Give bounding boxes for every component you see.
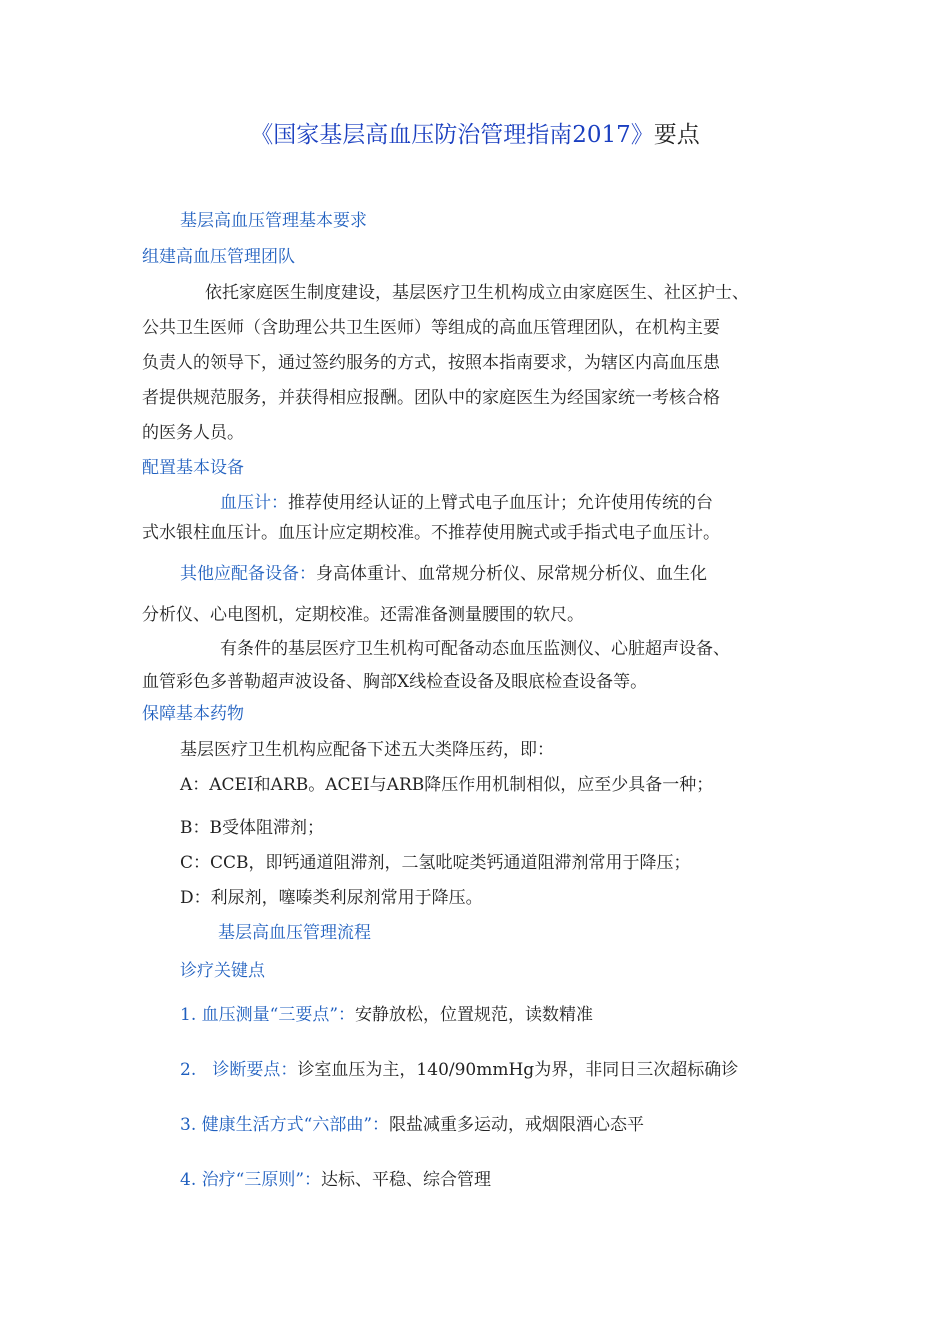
key-point-text: 限盐减重多运动，戒烟限酒心态平	[389, 1115, 645, 1135]
drug-class-item: C：CCB，即钙通道阻滞剂，二氢吡啶类钙通道阻滞剂常用于降压；	[180, 853, 691, 873]
optional-equipment-text-cont: 血管彩色多普勒超声波设备、胸部X线检查设备及眼底检查设备等。	[142, 672, 648, 692]
optional-equipment-text: 有条件的基层医疗卫生机构可配备动态血压监测仪、心脏超声设备、	[220, 639, 730, 659]
team-para-line: 公共卫生医师（含助理公共卫生医师）等组成的高血压管理团队，在机构主要	[142, 318, 720, 338]
subheading-drugs: 保障基本药物	[142, 704, 244, 724]
other-equipment-line	[180, 562, 707, 586]
other-equipment-label: 其他应配备设备：	[180, 564, 316, 584]
bp-monitor-text: 推荐使用经认证的上臂式电子血压计；允许使用传统的台	[288, 493, 713, 513]
key-point-item	[180, 1168, 491, 1192]
drug-class-item: B：B受体阻滞剂；	[180, 818, 324, 838]
drugs-intro: 基层医疗卫生机构应配备下述五大类降压药，即：	[180, 740, 554, 760]
key-point-text: 达标、平稳、综合管理	[321, 1170, 492, 1190]
title-tail: 要点	[653, 122, 700, 148]
key-point-item	[180, 1113, 644, 1137]
team-para-line: 依托家庭医生制度建设，基层医疗卫生机构成立由家庭医生、社区护士、	[205, 283, 749, 303]
key-point-label: 3. 健康生活方式“六部曲”：	[180, 1115, 390, 1135]
key-point-item	[180, 1003, 593, 1027]
team-para-line: 负责人的领导下，通过签约服务的方式，按照本指南要求，为辖区内高血压患	[142, 353, 720, 373]
drug-class-item: A：ACEI和ARB。ACEI与ARB降压作用机制相似，应至少具备一种；	[180, 775, 714, 795]
section-heading-management-process: 基层高血压管理流程	[218, 923, 371, 943]
title-main: 《国家基层高血压防治管理指南2017》	[250, 122, 654, 148]
team-para-line: 者提供规范服务，并获得相应报酬。团队中的家庭医生为经国家统一考核合格	[142, 388, 720, 408]
key-point-label: 2. 诊断要点：	[180, 1060, 298, 1080]
bp-monitor-line	[220, 491, 713, 515]
bp-monitor-text-cont: 式水银柱血压计。血压计应定期校准。不推荐使用腕式或手指式电子血压计。	[142, 523, 720, 543]
subheading-key-points: 诊疗关键点	[180, 961, 265, 981]
team-para-line: 的医务人员。	[142, 423, 244, 443]
key-point-text: 安静放松，位置规范，读数精准	[355, 1005, 594, 1025]
other-equipment-text-cont: 分析仪、心电图机，定期校准。还需准备测量腰围的软尺。	[142, 605, 584, 625]
key-point-label: 1. 血压测量“三要点”：	[180, 1005, 356, 1025]
subheading-equipment: 配置基本设备	[142, 458, 244, 478]
subheading-team: 组建高血压管理团队	[142, 247, 295, 267]
bp-monitor-label: 血压计：	[220, 493, 288, 513]
section-heading-basic-requirements: 基层高血压管理基本要求	[180, 211, 367, 231]
key-point-text: 诊室血压为主，140/90mmHg为界，非同日三次超标确诊	[297, 1060, 739, 1080]
drug-class-item: D：利尿剂，噻嗪类利尿剂常用于降压。	[180, 888, 483, 908]
key-point-item	[180, 1058, 738, 1082]
other-equipment-text: 身高体重计、血常规分析仪、尿常规分析仪、血生化	[316, 564, 707, 584]
page-title	[0, 120, 950, 150]
key-point-label: 4. 治疗“三原则”：	[180, 1170, 322, 1190]
